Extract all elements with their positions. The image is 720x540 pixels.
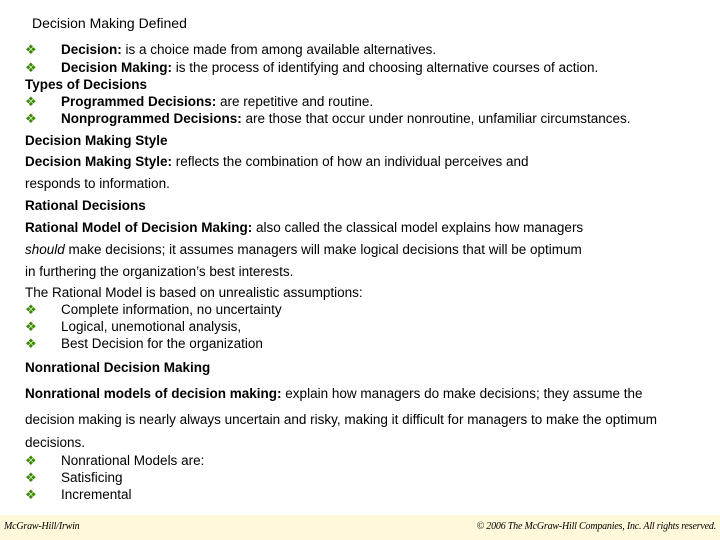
- page-title: Decision Making Defined: [32, 15, 187, 31]
- diamond-bullet-icon: ❖: [25, 94, 37, 109]
- type-term: Programmed Decisions:: [61, 94, 217, 109]
- type-term: Nonprogrammed Decisions:: [61, 111, 242, 126]
- footer-publisher: McGraw-Hill/Irwin: [4, 521, 80, 532]
- diamond-bullet-icon: ❖: [25, 453, 37, 468]
- nonrational-paragraph: [25, 386, 643, 401]
- rational-assumptions-intro: The Rational Model is based on unrealistic assumptions:: [25, 285, 363, 300]
- style-paragraph: [25, 154, 529, 169]
- nonrational-text: explain how managers do make decisions; they assume the: [281, 386, 643, 401]
- diamond-bullet-icon: ❖: [25, 470, 37, 485]
- nonrational-paragraph-end: decisions.: [25, 435, 86, 450]
- diamond-bullet-icon: ❖: [25, 487, 37, 502]
- footer-copyright: © 2006 The McGraw-Hill Companies, Inc. All rights reserved.: [476, 521, 716, 532]
- diamond-bullet-icon: ❖: [25, 42, 37, 57]
- assumption-text: Logical, unemotional analysis,: [61, 319, 242, 334]
- style-heading: Decision Making Style: [25, 133, 168, 148]
- definition-term: Decision Making:: [61, 60, 173, 75]
- footer: [0, 515, 720, 540]
- nonrational-model-text: Satisficing: [61, 470, 123, 485]
- rational-text: make decisions; it assumes managers will make logical decisions that will be optimum: [64, 242, 582, 257]
- rational-paragraph-end: in furthering the organization’s best interests.: [25, 264, 294, 279]
- definition-term: Decision:: [61, 42, 122, 57]
- nonrational-heading: Nonrational Decision Making: [25, 360, 211, 375]
- definition-text: is the process of identifying and choosing alternative courses of action.: [172, 60, 599, 75]
- nonrational-model-text: Incremental: [61, 487, 132, 502]
- diamond-bullet-icon: ❖: [25, 336, 37, 351]
- style-term: Decision Making Style:: [25, 154, 173, 169]
- rational-text: also called the classical model explains how managers: [252, 220, 584, 235]
- diamond-bullet-icon: ❖: [25, 111, 37, 126]
- style-text: reflects the combination of how an individual perceives and: [172, 154, 529, 169]
- assumption-text: Best Decision for the organization: [61, 336, 263, 351]
- type-text: are those that occur under nonroutine, unfamiliar circumstances.: [241, 111, 631, 126]
- nonrational-paragraph-cont: decision making is nearly always uncertain and risky, making it difficult for managers to make the optimum: [25, 412, 658, 427]
- nonrational-model-text: Nonrational Models are:: [61, 453, 205, 468]
- diamond-bullet-icon: ❖: [25, 60, 37, 75]
- definition-text: is a choice made from among available alternatives.: [121, 42, 437, 57]
- assumption-text: Complete information, no uncertainty: [61, 302, 282, 317]
- diamond-bullet-icon: ❖: [25, 302, 37, 317]
- types-heading: Types of Decisions: [25, 77, 148, 92]
- nonrational-term: Nonrational models of decision making:: [25, 386, 282, 401]
- rational-should: should: [25, 242, 65, 257]
- style-paragraph-cont: responds to information.: [25, 176, 170, 191]
- diamond-bullet-icon: ❖: [25, 319, 37, 334]
- type-text: are repetitive and routine.: [216, 94, 374, 109]
- rational-term: Rational Model of Decision Making:: [25, 220, 253, 235]
- rational-heading: Rational Decisions: [25, 198, 146, 213]
- rational-paragraph-cont: [25, 242, 582, 257]
- rational-paragraph: [25, 220, 583, 235]
